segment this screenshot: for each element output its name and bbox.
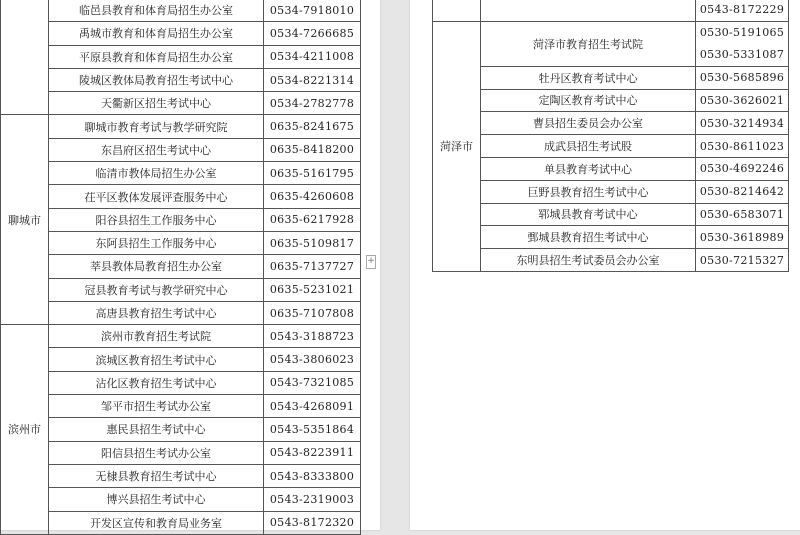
- phone-number: 0543-8333800: [264, 464, 361, 487]
- office-name: 菏泽市教育招生考试院: [481, 21, 696, 66]
- office-name: 东昌府区招生考试中心: [49, 138, 264, 161]
- phone-number: 0530-3214934: [696, 112, 789, 135]
- office-name: 成武县招生考试股: [481, 135, 696, 158]
- phone-number: 0530-4692246: [696, 157, 789, 180]
- table-row: [433, 203, 789, 226]
- office-name: 鄄城县教育招生考试中心: [481, 226, 696, 249]
- office-name: 陵城区教体局教育招生考试中心: [49, 68, 264, 91]
- office-name: 巨野县教育招生考试中心: [481, 180, 696, 203]
- table-row: [1, 301, 361, 324]
- phone-number: 0543-3188723: [264, 325, 361, 348]
- phone-number: 0543-4268091: [264, 395, 361, 418]
- office-name: 无棣县教育招生考试中心: [49, 464, 264, 487]
- table-row: [1, 278, 361, 301]
- phone-number: 0635-6217928: [264, 208, 361, 231]
- city-cell: 滨州市: [1, 325, 49, 535]
- office-name: 东明县招生考试委员会办公室: [481, 249, 696, 272]
- phone-number: 0635-7137727: [264, 255, 361, 278]
- phone-number: 0543-8172320: [264, 511, 361, 534]
- phone-number: 0635-8241675: [264, 115, 361, 138]
- phone-number: 0543-7321085: [264, 371, 361, 394]
- table-row: [433, 249, 789, 272]
- right-page: [410, 0, 800, 530]
- phone-number: 0635-5161795: [264, 162, 361, 185]
- table-row: [1, 162, 361, 185]
- office-name: 聊城市教育考试与教学研究院: [49, 115, 264, 138]
- office-name: 惠民县招生考试中心: [49, 418, 264, 441]
- phone-number: 0543-2319003: [264, 488, 361, 511]
- office-name: 临清市教体局招生办公室: [49, 162, 264, 185]
- table-row: [1, 418, 361, 441]
- office-name: 阳信县招生考试办公室: [49, 441, 264, 464]
- table-row: [433, 180, 789, 203]
- phone-number: 0635-4260608: [264, 185, 361, 208]
- office-name: 牡丹区教育考试中心: [481, 66, 696, 89]
- phone-number: 0530-3618989: [696, 226, 789, 249]
- table-row: [1, 231, 361, 254]
- phone-number: 0543-3806023: [264, 348, 361, 371]
- office-name: 茌平区教体发展评查服务中心: [49, 185, 264, 208]
- table-row: [1, 395, 361, 418]
- office-name: 邹平市招生考试办公室: [49, 395, 264, 418]
- table-row: [1, 138, 361, 161]
- city-cell-empty: [433, 0, 481, 21]
- phone-number: 0534-4211008: [264, 45, 361, 68]
- table-row: [1, 325, 361, 348]
- phone-number: 0534-7918010: [264, 0, 361, 22]
- table-row: [1, 0, 361, 22]
- phone-number: 0534-8221314: [264, 68, 361, 91]
- office-name: 莘县教体局教育招生办公室: [49, 255, 264, 278]
- city-cell: 聊城市: [1, 115, 49, 325]
- table-row: [1, 208, 361, 231]
- phone-number: 0543-8172229: [696, 0, 789, 21]
- phone-number: 0530-8214642: [696, 180, 789, 203]
- office-name: 临邑县教育和体育局招生办公室: [49, 0, 264, 22]
- table-row: [433, 0, 789, 21]
- table-row: [1, 45, 361, 68]
- table-row: [433, 226, 789, 249]
- office-name: 开发区宣传和教育局业务室: [49, 511, 264, 534]
- table-row: [1, 348, 361, 371]
- table-row: [433, 112, 789, 135]
- table-row: [1, 255, 361, 278]
- table-row: [1, 488, 361, 511]
- phone-number: 0530-3626021: [696, 89, 789, 112]
- office-name: 曹县招生委员会办公室: [481, 112, 696, 135]
- phone-number: 0534-7266685: [264, 22, 361, 45]
- table-row: [1, 22, 361, 45]
- phone-number: 0543-5351864: [264, 418, 361, 441]
- table-row: [1, 511, 361, 534]
- phone-number: 0635-7107808: [264, 301, 361, 324]
- phone-number: 0635-5231021: [264, 278, 361, 301]
- city-cell: [1, 0, 49, 115]
- office-name: 定陶区教育考试中心: [481, 89, 696, 112]
- table-row: [1, 68, 361, 91]
- left-contact-table: [0, 0, 361, 535]
- phone-number: 0530-5191065: [699, 25, 785, 39]
- office-name: 阳谷县招生工作服务中心: [49, 208, 264, 231]
- office-name: 禹城市教育和体育局招生办公室: [49, 22, 264, 45]
- phone-number: 0530-5331087: [699, 47, 785, 61]
- office-name: 高唐县教育招生考试中心: [49, 301, 264, 324]
- phone-number: 0530-5685896: [696, 66, 789, 89]
- table-row: [433, 89, 789, 112]
- table-row: [1, 115, 361, 138]
- office-name: 沾化区教育招生考试中心: [49, 371, 264, 394]
- office-name: 平原县教育和体育局招生办公室: [49, 45, 264, 68]
- office-name: 天衢新区招生考试中心: [49, 92, 264, 115]
- city-cell: 菏泽市: [433, 21, 481, 271]
- phone-number: 0635-5109817: [264, 231, 361, 254]
- office-name: 冠县教育考试与教学研究中心: [49, 278, 264, 301]
- office-name: [481, 0, 696, 21]
- office-name: 滨州市教育招生考试院: [49, 325, 264, 348]
- table-row: [1, 441, 361, 464]
- left-page: [0, 0, 380, 530]
- page-break-marker[interactable]: +: [366, 255, 376, 269]
- table-row: [1, 371, 361, 394]
- phone-number: 0530-7215327: [696, 249, 789, 272]
- right-contact-table: [432, 0, 789, 272]
- office-name: 东阿县招生工作服务中心: [49, 231, 264, 254]
- office-name: 单县教育考试中心: [481, 157, 696, 180]
- table-row: [1, 185, 361, 208]
- office-name: 郓城县教育考试中心: [481, 203, 696, 226]
- office-name: 博兴县招生考试中心: [49, 488, 264, 511]
- phone-number-pair: [696, 21, 789, 66]
- phone-number: 0530-8611023: [696, 135, 789, 158]
- phone-number: 0534-2782778: [264, 92, 361, 115]
- table-row: [1, 92, 361, 115]
- phone-number: 0543-8223911: [264, 441, 361, 464]
- table-row: [1, 464, 361, 487]
- phone-number: 0635-8418200: [264, 138, 361, 161]
- phone-number: 0530-6583071: [696, 203, 789, 226]
- table-row: [433, 135, 789, 158]
- table-row: [433, 157, 789, 180]
- office-name: 滨城区教育招生考试中心: [49, 348, 264, 371]
- table-row: [433, 66, 789, 89]
- table-row: [433, 21, 789, 66]
